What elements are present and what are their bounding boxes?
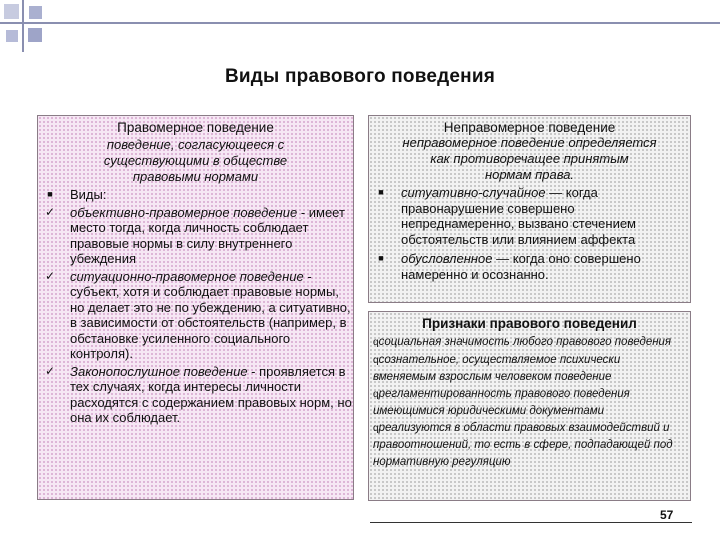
list-item: qсознательное, осуществляемое психически вменяемым взрослым человеком поведение [373,353,621,383]
corner-square-4 [28,28,42,42]
square-bullet-icon: ■ [378,253,384,263]
header-divider [0,22,720,24]
unlawful-definition: неправомерное поведение определяется как противоречащее принятым нормам права. [402,135,657,182]
checkmark-icon: ✓ [44,363,56,378]
square-bullet-icon: ■ [378,187,384,197]
slide-title: Виды правового поведения [225,66,495,87]
lawful-heading: Правомерное поведение [117,120,274,135]
list-item: ✓ Законопослушное поведение - проявляется в тех случаях, когда интересы личности расходятся с содержанием правовых норм, но она их соблюдает. [44,363,352,425]
features-panel [368,311,691,501]
q-bullet-icon: q [373,422,379,434]
checkmark-icon: ✓ [44,268,56,283]
q-bullet-icon: q [373,354,379,366]
header-vertical-divider [22,0,24,52]
features-heading: Признаки правового поведенил [422,316,637,331]
footer-divider [370,522,692,523]
q-bullet-icon: q [373,337,379,348]
lawful-behavior-panel [37,115,354,500]
list-item: qреализуются в области правовых взаимодействий и правоотношений, то есть в сфере, подпадающей под нормативную регуляцию [373,421,673,468]
types-item: ■ Виды: [38,187,353,203]
list-item: ■ ситуативно-случайное — когда правонарушение совершено непреднамеренно, вызвано стечением обстоятельств или влиянием аффекта [369,185,690,247]
corner-square-1 [4,4,19,19]
unlawful-heading: Неправомерное поведение [443,120,616,135]
list-item: qрегламентированность правового поведения имеющимися юридическими документами [373,387,630,417]
list-item: ✓ ситуационно-правомерное поведение - субъект, хотя и соблюдает правовые нормы, но делает это не по убеждению, а ситуативно, в зависимости от обстоятельств (например, в обстановке усиленного социального контроля). [44,268,351,361]
list-item: ■ обусловленное — когда оно совершено намеренно и осознанно. [369,251,690,282]
page-number: 57 [660,508,674,522]
corner-square-2 [29,6,42,19]
checkmark-icon: ✓ [44,204,56,219]
q-bullet-icon: q [373,388,379,400]
corner-square-3 [6,30,18,42]
list-item: qсоциальная значимость любого правового поведения [373,336,672,348]
square-bullet-icon: ■ [47,189,53,199]
list-item: ✓ объективно-правомерное поведение - имеет место тогда, когда личность соблюдает правовые нормы в силу внутреннего убеждения [44,204,345,266]
unlawful-behavior-panel [368,115,691,303]
lawful-definition: поведение, согласующееся с существующими в обществе правовыми нормами [103,137,288,184]
